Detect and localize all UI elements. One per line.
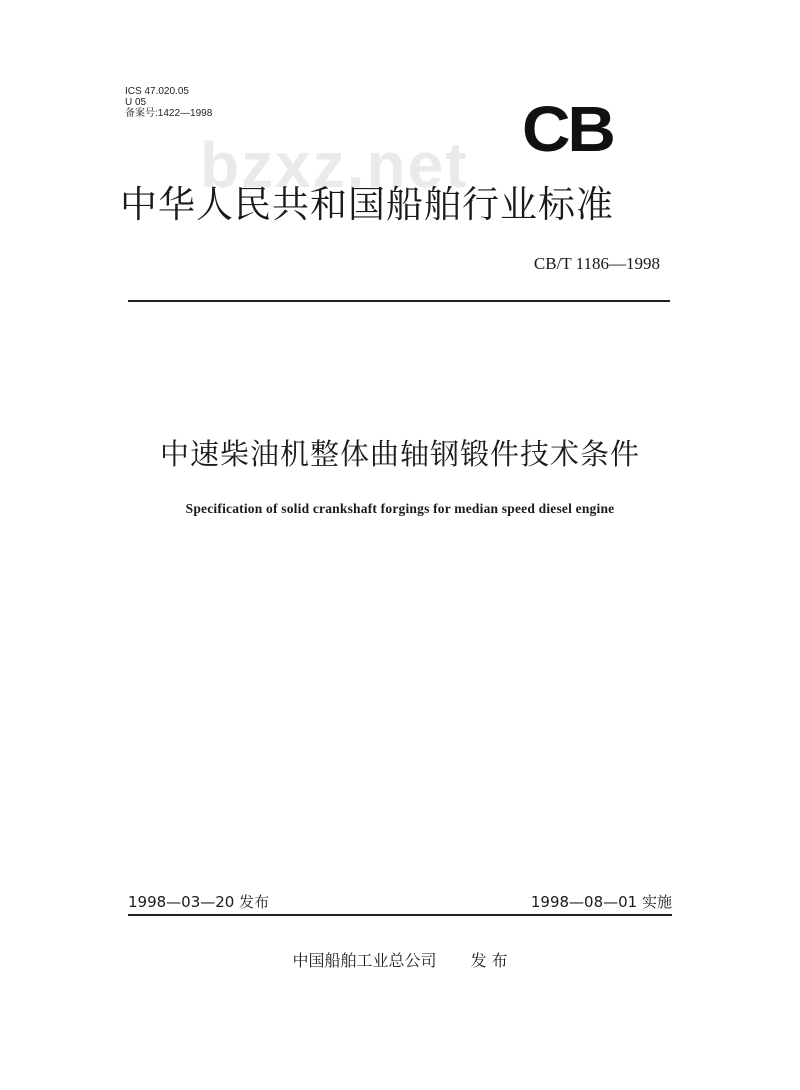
cb-logo: CB bbox=[522, 93, 613, 165]
standard-title: 中华人民共和国船舶行业标准 bbox=[120, 183, 614, 226]
watermark: bzxz.net bbox=[200, 129, 469, 201]
document-title-en: Specification of solid crankshaft forgings for median speed diesel engine bbox=[185, 501, 615, 516]
publish-label: 发 布 bbox=[470, 951, 508, 970]
category-code: U 05 bbox=[125, 97, 147, 108]
publisher-line bbox=[0, 950, 800, 972]
effective-date: 1998—08—01 实施 bbox=[530, 893, 672, 911]
footer-divider bbox=[128, 914, 672, 916]
classification-block bbox=[125, 86, 212, 119]
header-divider bbox=[128, 300, 670, 302]
ics-code: ICS 47.020.05 bbox=[125, 86, 189, 97]
document-title-cn: 中速柴油机整体曲轴钢锻件技术条件 bbox=[159, 437, 640, 471]
standard-code: CB/T 1186—1998 bbox=[533, 254, 660, 273]
filing-number: 备案号:1422—1998 bbox=[125, 108, 213, 119]
publisher-name: 中国船舶工业总公司 bbox=[292, 951, 437, 970]
issue-date: 1998—03—20 发布 bbox=[128, 893, 270, 911]
